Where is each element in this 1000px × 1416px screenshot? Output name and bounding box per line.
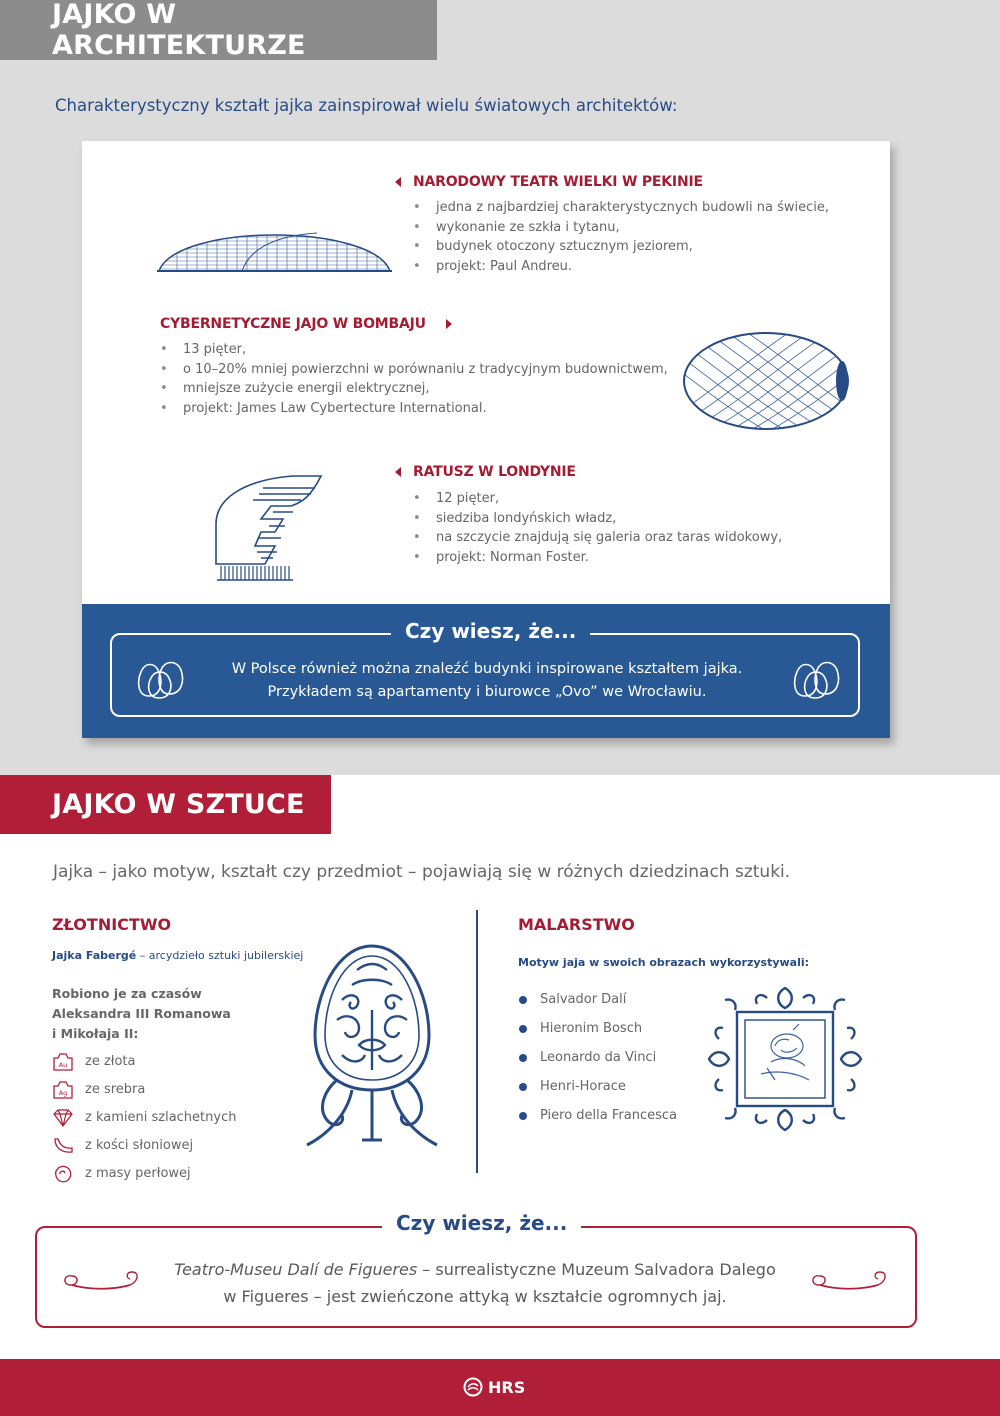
goldsmith-heading: ZŁOTNICTWO: [52, 915, 172, 934]
beijing-opera-drawing: [157, 213, 392, 275]
building-title: RATUSZ W LONDYNIE: [413, 464, 576, 480]
building-bullets: [413, 489, 782, 567]
architecture-intro: Charakterystyczny kształt jajka zainspirował wielu światowych architektów:: [55, 96, 678, 115]
art-intro: Jajka – jako motyw, kształt czy przedmiot – pojawiają się w różnych dziedzinach sztuki.: [53, 862, 791, 882]
made-line: i Mikołaja II:: [52, 1026, 139, 1041]
footer-bar: [0, 1359, 1000, 1416]
made-line: Robiono je za czasów: [52, 986, 202, 1001]
bullet-item: • na szczycie znajdują się galeria oraz taras widokowy,: [413, 528, 782, 548]
bullet-item: • o 10–20% mniej powierzchni w porównaniu z tradycyjnym budownictwem,: [160, 360, 668, 380]
bullet-item: • wykonanie ze szkła i tytanu,: [413, 218, 829, 238]
bombay-egg-drawing: [682, 329, 854, 433]
material-label: z kamieni szlachetnych: [85, 1110, 237, 1125]
bullet-item: • mniejsze zużycie energii elektrycznej,: [160, 379, 668, 399]
painter-item: Salvador Dalí: [518, 990, 677, 1019]
gem-icon: [52, 1108, 74, 1128]
building-bullets: [160, 340, 668, 418]
material-item: [52, 1163, 236, 1191]
bullet-item: • projekt: James Law Cybertecture International.: [160, 399, 668, 419]
painter-item: Henri-Horace: [518, 1077, 677, 1106]
painting-heading: MALARSTWO: [518, 915, 635, 934]
architecture-banner: JAJKO W ARCHITEKTURZE: [0, 0, 437, 60]
painter-item: Hieronim Bosch: [518, 1019, 677, 1048]
ornate-frame-painting-drawing: [705, 984, 865, 1134]
bullet-item: • jedna z najbardziej charakterystycznych budowli na świecie,: [413, 198, 829, 218]
arrow-right-icon: [446, 319, 452, 329]
did-you-know-line: W Polsce również można znaleźć budynki inspirowane kształtem jajka.: [231, 661, 743, 677]
architecture-card: [82, 141, 890, 738]
bullet-item: • projekt: Norman Foster.: [413, 548, 782, 568]
faberge-desc: – arcydzieło sztuki jubilerskiej: [136, 949, 304, 962]
material-item: [52, 1107, 236, 1135]
column-divider: [476, 910, 478, 1173]
bullet-item: • 13 pięter,: [160, 340, 668, 360]
material-label: ze srebra: [85, 1082, 146, 1097]
silver-symbol: Ag: [58, 1089, 68, 1097]
museum-name: Teatro-Museu Dalí de Figueres: [174, 1260, 418, 1279]
material-item: [52, 1051, 236, 1079]
hrs-logo: [463, 1377, 525, 1397]
painters-list: [518, 990, 677, 1135]
hrs-logo-icon: [463, 1377, 483, 1397]
building-title: CYBERNETYCZNE JAJO W BOMBAJU: [160, 316, 426, 332]
bullet-item: • budynek otoczony sztucznym jeziorem,: [413, 237, 829, 257]
building-bullets: [413, 198, 829, 276]
silver-icon: [52, 1080, 74, 1100]
material-label: ze złota: [85, 1054, 136, 1069]
museum-desc: – surrealistyczne Muzeum Salvadora Dalego: [417, 1260, 776, 1279]
bullet-item: • siedziba londyńskich władz,: [413, 509, 782, 529]
art-banner: JAJKO W SZTUCE: [0, 775, 331, 834]
did-you-know-panel: [82, 604, 890, 738]
material-item: [52, 1079, 236, 1107]
art-did-you-know-title: Czy wiesz, że...: [382, 1211, 581, 1235]
hrs-logo-text: HRS: [488, 1377, 526, 1397]
art-did-you-know-line: w Figueres – jest zwieńczone attyką w kształcie ogromnych jaj.: [223, 1287, 727, 1306]
did-you-know-title: Czy wiesz, że...: [391, 619, 590, 643]
tusk-icon: [52, 1136, 74, 1156]
eggs-icon: [135, 656, 185, 700]
bullet-item: • 12 pięter,: [413, 489, 782, 509]
london-city-hall-drawing: [213, 474, 325, 582]
moustache-ornament-icon: [808, 1266, 890, 1292]
bullet-item: • projekt: Paul Andreu.: [413, 257, 829, 277]
faberge-line: [52, 949, 303, 962]
faberge-egg-drawing: [297, 940, 447, 1155]
faberge-name: Jajka Fabergé: [52, 949, 137, 962]
did-you-know-line: Przykładem są apartamenty i biurowce „Ovo” we Wrocławiu.: [267, 684, 707, 700]
moustache-ornament-icon: [60, 1266, 142, 1292]
material-item: [52, 1135, 236, 1163]
gold-icon: [52, 1052, 74, 1072]
shell-icon: [52, 1164, 74, 1184]
made-for-text: [52, 984, 231, 1044]
material-label: z masy perłowej: [85, 1166, 191, 1181]
made-line: Aleksandra III Romanowa: [52, 1006, 231, 1021]
material-label: z kości słoniowej: [85, 1138, 194, 1153]
building-title: NARODOWY TEATR WIELKI W PEKINIE: [413, 174, 703, 190]
painting-subheading: Motyw jaja w swoich obrazach wykorzystywali:: [518, 956, 810, 969]
art-did-you-know-line: [150, 1256, 800, 1283]
art-did-you-know-text: [150, 1256, 800, 1310]
eggs-icon: [791, 656, 841, 700]
arrow-left-icon: [395, 177, 401, 187]
did-you-know-text: [202, 658, 772, 704]
materials-list: [52, 1051, 236, 1191]
gold-symbol: Au: [58, 1061, 68, 1069]
painter-item: Leonardo da Vinci: [518, 1048, 677, 1077]
arrow-left-icon: [395, 467, 401, 477]
painter-item: Piero della Francesca: [518, 1106, 677, 1135]
